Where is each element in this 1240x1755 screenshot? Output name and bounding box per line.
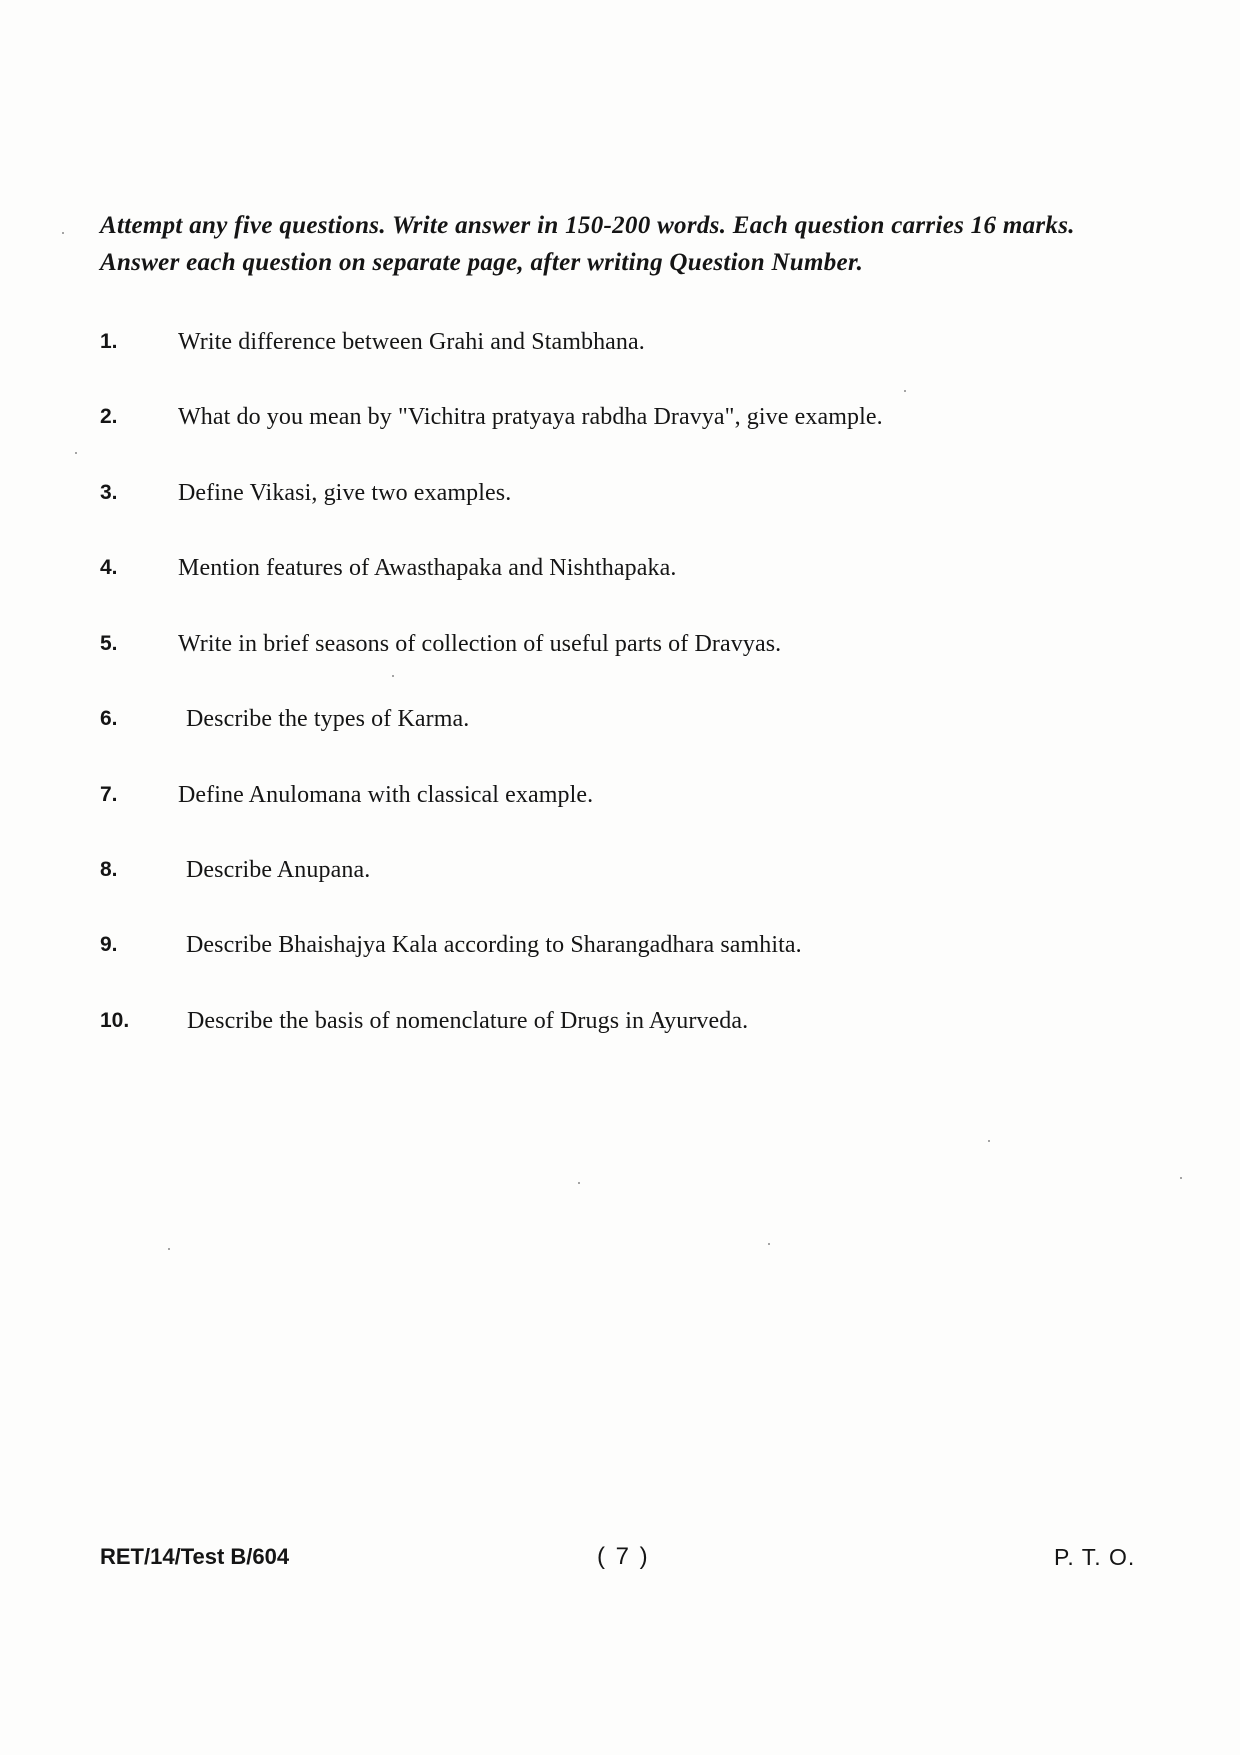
question-number: 1. bbox=[100, 330, 118, 353]
please-turn-over: P. T. O. bbox=[1054, 1544, 1136, 1570]
question-text: Mention features of Awasthapaka and Nishthapaka. bbox=[178, 555, 677, 581]
question-text: Write difference between Grahi and Stambhana. bbox=[178, 329, 645, 355]
question-item bbox=[0, 925, 1240, 965]
scan-speck bbox=[904, 390, 906, 392]
question-text: Describe Bhaishajya Kala according to Sharangadhara samhita. bbox=[186, 932, 802, 958]
question-item bbox=[0, 850, 1240, 890]
question-number: 3. bbox=[100, 481, 118, 504]
scan-speck bbox=[168, 1248, 170, 1250]
paper-code: RET/14/Test B/604 bbox=[100, 1544, 290, 1569]
question-item bbox=[0, 322, 1240, 362]
scan-speck bbox=[75, 452, 77, 454]
question-text: What do you mean by "Vichitra pratyaya rabdha Dravya", give example. bbox=[178, 404, 883, 430]
question-number: 7. bbox=[100, 783, 118, 806]
question-item bbox=[0, 624, 1240, 664]
question-number: 9. bbox=[100, 933, 118, 956]
question-number: 6. bbox=[100, 707, 118, 730]
scan-speck bbox=[392, 675, 394, 677]
question-text: Write in brief seasons of collection of useful parts of Dravyas. bbox=[178, 631, 782, 657]
scan-speck bbox=[62, 232, 64, 234]
question-number: 8. bbox=[100, 858, 118, 881]
question-number: 5. bbox=[100, 632, 118, 655]
question-item bbox=[0, 473, 1240, 513]
question-text: Define Vikasi, give two examples. bbox=[178, 480, 512, 506]
scan-speck bbox=[768, 1243, 770, 1245]
scan-speck bbox=[1180, 1177, 1182, 1179]
question-text: Describe the basis of nomenclature of Drugs in Ayurveda. bbox=[187, 1008, 749, 1034]
question-text: Describe the types of Karma. bbox=[186, 706, 470, 732]
question-item bbox=[0, 548, 1240, 588]
instructions-text: Attempt any five questions. Write answer in 150-200 words. Each question carries 16 marks. Answer each question on separate page, after writing Question Number. bbox=[100, 212, 1075, 276]
scan-speck bbox=[988, 1140, 990, 1142]
page-number: ( 7 ) bbox=[597, 1543, 650, 1570]
question-number: 10. bbox=[100, 1009, 130, 1032]
question-item bbox=[0, 775, 1240, 815]
question-number: 4. bbox=[100, 556, 118, 579]
question-text: Define Anulomana with classical example. bbox=[178, 782, 594, 808]
question-item bbox=[0, 699, 1240, 739]
question-item bbox=[0, 1001, 1240, 1041]
question-text: Describe Anupana. bbox=[186, 857, 371, 883]
scan-speck bbox=[578, 1182, 580, 1184]
question-number: 2. bbox=[100, 405, 118, 428]
question-item bbox=[0, 397, 1240, 437]
